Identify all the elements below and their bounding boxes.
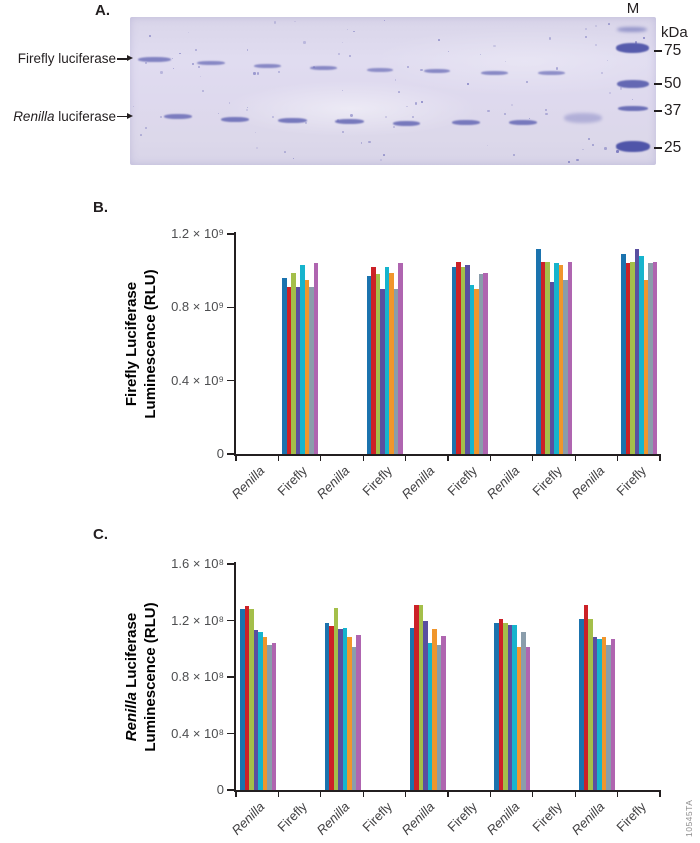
gel-speckle: [607, 60, 608, 61]
label-text: Luminescence (RLU): [142, 602, 159, 752]
x-tick-label: Firefly: [359, 463, 396, 499]
kda-tick: [654, 50, 662, 52]
y-axis-title-line: [122, 527, 141, 827]
gel-band-renilla: [278, 118, 307, 123]
gel-speckle: [545, 113, 547, 115]
gel-speckle: [585, 36, 587, 38]
y-tick: [227, 563, 234, 564]
label-text: Firefly luciferase: [17, 51, 116, 66]
x-tick: [320, 455, 321, 461]
x-tick-label: Renilla: [313, 463, 353, 502]
gel-band-marker: [616, 141, 650, 152]
gel-speckle: [284, 151, 286, 153]
kda-tick: [654, 83, 662, 85]
gel-speckle: [218, 113, 220, 115]
x-tick: [320, 791, 321, 797]
gel-speckle: [592, 144, 594, 146]
y-tick: [227, 676, 234, 677]
gel-band-firefly: [197, 61, 225, 65]
y-tick: [227, 733, 234, 734]
label-text: Luciferase: [123, 612, 140, 693]
gel-speckle: [305, 122, 307, 124]
gel-band-renilla: [393, 121, 420, 126]
x-tick: [447, 791, 448, 797]
gel-band-firefly: [481, 71, 508, 75]
gel-speckle: [145, 127, 147, 129]
gel-speckle: [620, 87, 622, 89]
gel-speckle: [278, 71, 279, 72]
y-tick: [227, 233, 234, 234]
gel-speckle: [380, 159, 382, 161]
gel-speckle: [556, 67, 558, 69]
gel-speckle: [202, 90, 204, 92]
x-tick: [278, 791, 279, 797]
gel-speckle: [313, 66, 315, 68]
label-text: Luminescence (RLU): [142, 269, 159, 419]
kda-tick: [654, 147, 662, 149]
x-tick: [490, 455, 491, 461]
y-axis: [234, 232, 236, 456]
bar: [272, 643, 277, 790]
kda-weight-label: 25: [664, 139, 682, 156]
gel-band-firefly: [424, 69, 450, 73]
y-tick-label: 0: [216, 782, 224, 797]
gel-speckle: [200, 76, 201, 77]
gel-speckle: [361, 142, 363, 144]
kda-weight-label: 50: [664, 75, 682, 92]
gel-speckle: [337, 119, 339, 121]
marker-lane-label: M: [626, 0, 640, 17]
gel-speckle: [480, 54, 481, 55]
y-axis-title: [122, 527, 162, 827]
gel-speckle: [526, 81, 528, 83]
gel-speckle: [582, 149, 584, 151]
gel-speckle: [145, 62, 147, 64]
y-tick: [227, 620, 234, 621]
x-tick: [490, 791, 491, 797]
gel-speckle: [338, 53, 340, 55]
gel-speckle: [173, 68, 174, 69]
gel-speckle: [549, 37, 551, 39]
figure-code: 10545TA: [684, 799, 694, 837]
label-text: luciferase: [54, 108, 116, 124]
gel-speckle: [576, 159, 578, 161]
gel-band-renilla: [509, 120, 537, 125]
gel-speckle: [256, 147, 258, 149]
y-tick-label: 1.2 × 10⁸: [171, 612, 224, 628]
x-tick-label: Firefly: [274, 463, 311, 499]
gel-speckle: [149, 35, 151, 37]
panel-b-label: B.: [93, 199, 108, 216]
gel-band-firefly: [538, 71, 565, 75]
gel-speckle: [616, 150, 619, 153]
gel-speckle: [255, 132, 256, 133]
gel-speckle: [272, 116, 274, 118]
gel-speckle: [588, 138, 590, 140]
gel-speckle: [438, 39, 440, 41]
gel-speckle: [513, 154, 515, 156]
x-tick-label: Renilla: [483, 463, 523, 502]
gel-band-marker: [618, 106, 648, 111]
gel-speckle: [545, 109, 547, 111]
x-tick-label: Renilla: [568, 463, 608, 502]
gel-band-marker: [617, 27, 647, 32]
gel-speckle: [229, 102, 230, 103]
gel-speckle: [195, 49, 197, 51]
y-tick-label: 0.4 × 10⁹: [171, 372, 224, 388]
gel-speckle: [608, 23, 610, 25]
x-tick: [617, 455, 618, 461]
x-tick-label: Firefly: [528, 799, 565, 835]
x-tick: [532, 455, 533, 461]
x-tick: [405, 791, 406, 797]
y-tick-label: 0: [216, 446, 224, 461]
y-tick: [227, 789, 234, 790]
gel-speckle: [635, 41, 637, 43]
gel-speckle: [609, 92, 611, 94]
gel-speckle: [274, 21, 276, 23]
gel-speckle: [393, 126, 395, 128]
y-tick: [227, 307, 234, 308]
kda-unit-label: kDa: [661, 24, 688, 41]
gel-speckle: [529, 118, 530, 119]
gel-speckle: [342, 131, 344, 133]
gel-speckle: [179, 53, 181, 55]
kda-tick: [654, 110, 662, 112]
y-axis-title-line: [141, 194, 160, 494]
y-tick-label: 0.8 × 10⁸: [171, 669, 224, 684]
gel-speckle: [247, 49, 248, 50]
x-tick: [575, 791, 576, 797]
gel-speckle: [620, 47, 622, 49]
gel-band-renilla: [164, 114, 192, 119]
x-tick: [278, 455, 279, 461]
gel-speckle: [350, 114, 352, 116]
bar: [653, 262, 658, 455]
gel-speckle: [487, 145, 488, 146]
gel-speckle: [412, 116, 414, 118]
x-tick-label: Firefly: [359, 799, 396, 835]
gel-speckle: [253, 72, 255, 74]
x-tick-label: Firefly: [528, 463, 565, 499]
gel-speckle: [585, 28, 587, 30]
kda-weight-label: 37: [664, 102, 682, 119]
gel-speckle: [504, 113, 506, 115]
bar: [314, 263, 319, 454]
gel-speckle: [160, 71, 162, 73]
label-text: Renilla: [13, 108, 55, 124]
y-tick-label: 0.4 × 10⁸: [171, 725, 224, 741]
y-tick-label: 1.2 × 10⁹: [171, 226, 224, 241]
y-axis: [234, 562, 236, 792]
gel-speckle: [448, 51, 449, 52]
gel-speckle: [406, 106, 407, 107]
x-tick: [659, 791, 660, 797]
x-tick-label: Renilla: [483, 799, 523, 838]
gel-speckle: [604, 147, 606, 149]
bar: [441, 636, 446, 790]
gel-speckle: [420, 69, 422, 71]
gel-speckle: [505, 61, 506, 62]
y-tick: [227, 380, 234, 381]
gel-speckle: [511, 104, 513, 106]
bar: [611, 639, 616, 790]
gel-speckle: [493, 45, 495, 47]
gel-speckle: [294, 21, 296, 23]
gel-band-firefly: [367, 68, 393, 72]
gel-speckle: [192, 63, 194, 65]
gel-speckle: [342, 42, 343, 43]
bar: [568, 262, 573, 455]
x-tick-label: Renilla: [398, 799, 438, 838]
x-tick: [532, 791, 533, 797]
gel-speckle: [349, 55, 351, 57]
x-tick: [659, 455, 660, 461]
gel-speckle: [246, 109, 248, 111]
gel-speckle: [595, 25, 597, 27]
gel-speckle: [342, 90, 343, 91]
gel-band-firefly: [254, 64, 281, 68]
gel-speckle: [601, 72, 603, 74]
y-axis-title-line: [141, 527, 160, 827]
gel-speckle: [383, 154, 385, 156]
x-tick: [575, 455, 576, 461]
y-axis-title-line: [122, 194, 141, 494]
x-tick-label: Firefly: [613, 463, 650, 499]
gel-speckle: [395, 79, 397, 81]
gel-speckle: [487, 110, 489, 112]
x-tick: [235, 791, 236, 797]
y-tick: [227, 453, 234, 454]
x-tick: [447, 455, 448, 461]
gel-speckle: [293, 158, 294, 159]
x-tick: [235, 455, 236, 461]
gel-speckle: [407, 66, 409, 68]
gel-band-renilla: [221, 117, 249, 122]
gel-row-label-firefly: [0, 51, 116, 66]
gel-speckle: [368, 141, 370, 143]
x-tick: [363, 455, 364, 461]
gel-band-firefly: [138, 57, 171, 62]
gel-speckle: [133, 106, 134, 107]
gel-band-renilla: [335, 119, 364, 124]
gel-band-renilla: [452, 120, 480, 125]
bar: [483, 273, 488, 455]
kda-weight-label: 75: [664, 42, 682, 59]
gel-speckle: [595, 44, 597, 46]
arrow-icon: [127, 55, 133, 61]
x-tick-label: Firefly: [613, 799, 650, 835]
bar: [398, 263, 403, 454]
gel-speckle: [632, 99, 633, 100]
gel-speckle: [398, 91, 400, 93]
x-tick-label: Firefly: [444, 463, 480, 499]
y-axis-title: [122, 194, 162, 494]
x-tick-label: Renilla: [229, 463, 268, 502]
arrow-icon: [127, 113, 133, 119]
gel-speckle: [257, 72, 259, 74]
x-tick-label: Renilla: [313, 799, 353, 838]
gel-speckle: [384, 20, 385, 21]
panel-a-label: A.: [95, 2, 110, 19]
x-tick-label: Renilla: [229, 799, 268, 838]
gel-speckle: [415, 102, 417, 104]
gel-speckle: [347, 29, 348, 30]
gel-speckle: [140, 134, 142, 136]
gel-speckle: [467, 83, 469, 85]
gel-image: [130, 17, 656, 165]
gel-speckle: [247, 107, 248, 108]
x-tick-label: Firefly: [274, 799, 311, 835]
bar: [356, 635, 361, 790]
gel-speckle: [421, 101, 423, 103]
gel-speckle: [160, 116, 162, 118]
gel-speckle: [568, 161, 570, 163]
x-tick-label: Renilla: [398, 463, 438, 502]
gel-speckle: [198, 66, 200, 68]
gel-speckle: [353, 31, 355, 33]
gel-speckle: [188, 32, 189, 33]
x-tick: [617, 791, 618, 797]
panel-c-label: C.: [93, 526, 108, 543]
gel-speckle: [172, 58, 173, 59]
x-tick-label: Renilla: [568, 799, 608, 838]
gel-speckle: [643, 37, 645, 39]
bar: [526, 647, 531, 790]
x-tick: [405, 455, 406, 461]
gel-speckle: [303, 41, 305, 43]
label-text: Firefly Luciferase: [123, 281, 140, 407]
y-tick-label: 1.6 × 10⁸: [171, 556, 224, 571]
gel-row-label-renilla: [0, 109, 116, 124]
gel-speckle: [385, 116, 387, 118]
gel-band-renilla: [564, 113, 602, 123]
y-tick-label: 0.8 × 10⁹: [171, 299, 224, 315]
x-tick: [363, 791, 364, 797]
label-text: Renilla: [123, 692, 140, 742]
x-tick-label: Firefly: [444, 799, 480, 835]
